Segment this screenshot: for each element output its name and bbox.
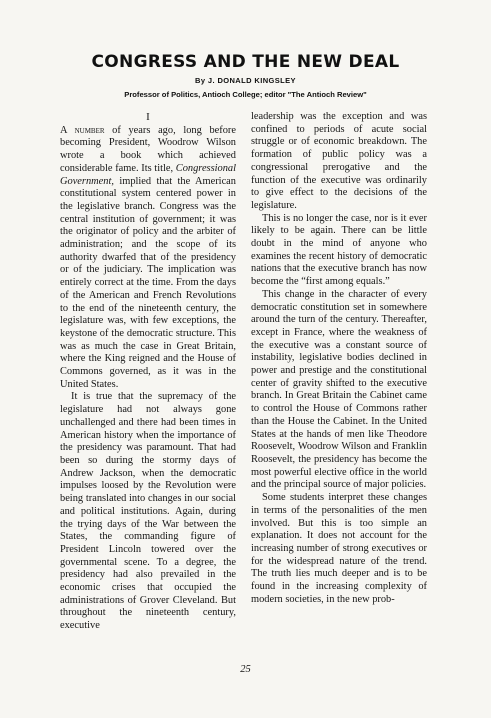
paragraph-3: This is no longer the case, nor is it ever likely to be again. There can be little doubt in the mind of anyone who examines the recent history of democratic nations that the executive branch has now become the “first among equals.” [251, 212, 427, 288]
paragraph-5: Some students interpret these changes in terms of the personalities of the men involved. But this is too simple an explanation. It does not account for the increasing number of strong executives or for the widespread nature of the trend. The truth lies much deeper and is to be found in the increasing complexity of modern societies, in the new prob- [251, 492, 427, 605]
paragraph-2: It is true that the supremacy of the legislature had not always gone unchallenged and there had been times in American history when the importance of the presidency was paramount. That had been so during the stormy days of Andrew Jackson, when the democratic impulses loosed by the Revolution were being translated into changes in our social and political institutions. Again, during the trying days of the War between the States, the commanding figure of President Lincoln towered over the governmental scene. To a degree, the presidency had also prevailed in the economic crises that occupied the administrations of Grover Cleveland. But throughout the nineteenth century, executive [60, 391, 236, 632]
paragraph-1 [60, 125, 236, 392]
left-column [60, 111, 236, 633]
author-affiliation: Professor of Politics, Antioch College; editor "The Antioch Review" [124, 90, 367, 99]
right-column [251, 111, 427, 606]
article-title: CONGRESS AND THE NEW DEAL [91, 52, 400, 72]
lead-in-words: A number [60, 124, 105, 136]
section-number: I [146, 111, 150, 123]
paragraph-continued: leadership was the exception and was confined to periods of acute social struggle or of economic breakdown. The formation of public policy was a congressional prerogative and the function of the executive was ordinarily to give effect to the decisions of the legislature. [251, 111, 427, 211]
article-byline: By J. DONALD KINGSLEY [195, 76, 296, 85]
book-title: Congressional Government, [60, 162, 236, 187]
paragraph-1-text-a: of years ago, long before becoming President, Woodrow Wilson wrote a book which achieved considerable fame. Its title, [60, 124, 236, 174]
paragraph-4: This change in the character of every democratic constitution set in somewhere around the turn of the century. Thereafter, except in France, where the weakness of the executive was a constant source of instability, legislative bodies declined in power and prestige and the constitutional center of gravity shifted to the executive branch. In Great Britain the Cabinet came to control the House of Commons rather than the House the Cabinet. In the United States at the hands of men like Theodore Roosevelt, Woodrow Wilson and Franklin Roosevelt, the presidency has become the most powerful elective office in the world and the principal source of major policies. [251, 288, 427, 491]
page-number: 25 [240, 664, 251, 675]
paragraph-1-text-b: implied that the American constitutional system centered power in the legislative branch. Congress was the central institution of government; it was the originator of policy and the arbiter of administration; and the scope of its authority dwarfed that of the presidency or of the judiciary. The implication was entirely correct at the time. From the days of the American and French Revolutions to the end of the nineteenth century, the legislature was, with few exceptions, the keystone of the democratic structure. This was as much the case in Great Britain, where the King reigned and the House of Commons governed, as it was in the United States. [60, 175, 236, 390]
